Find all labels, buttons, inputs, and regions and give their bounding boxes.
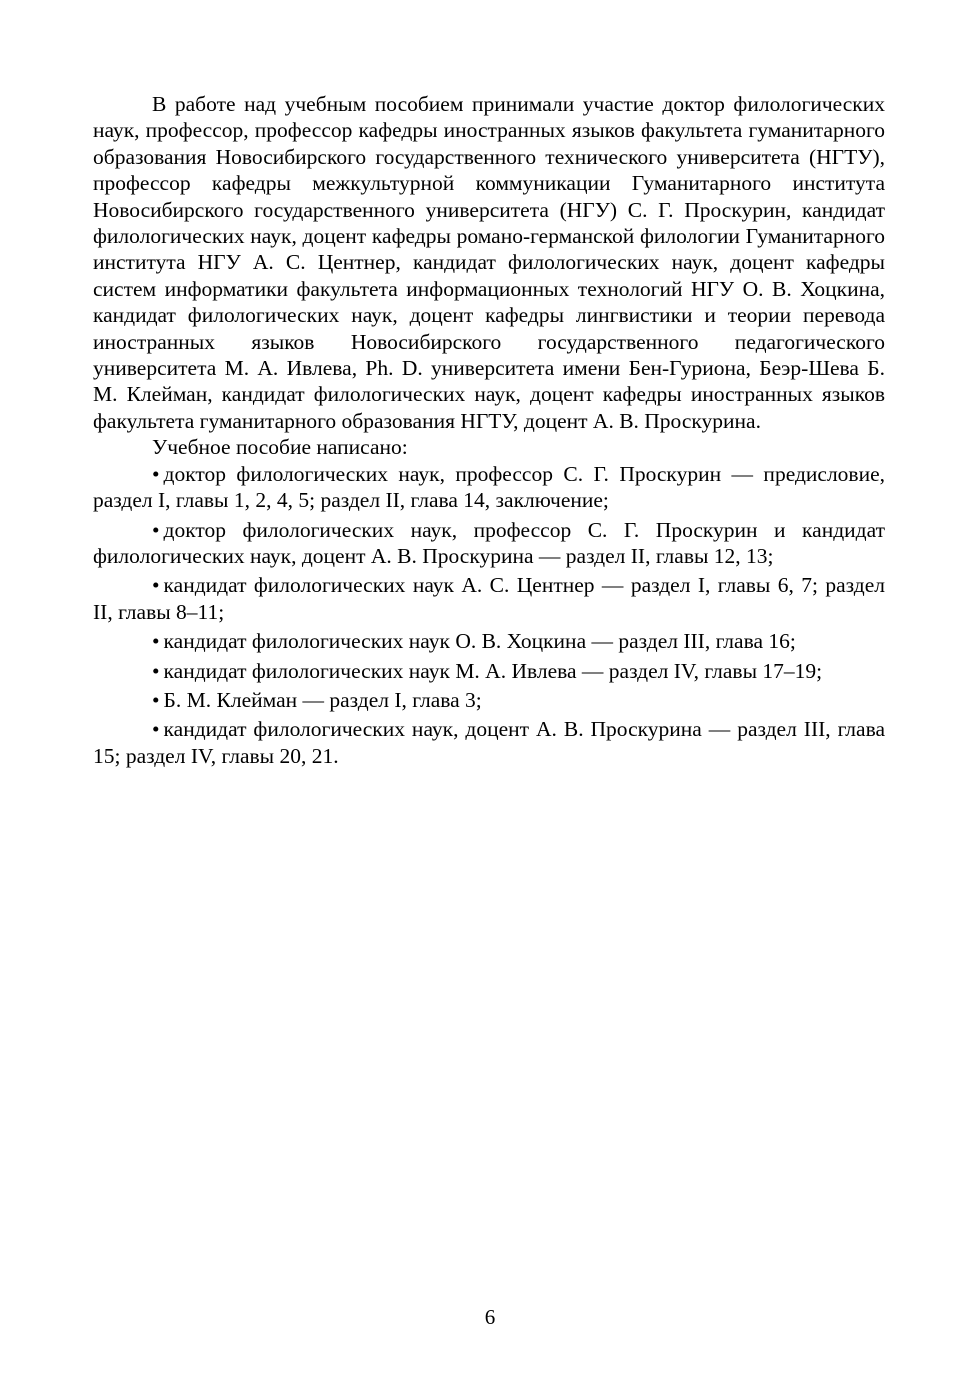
contribution-item [93, 658, 885, 684]
contribution-text: кандидат филологических наук О. В. Хоцкина — раздел III, глава 16; [163, 629, 796, 654]
bullet-icon: • [152, 573, 160, 598]
contribution-text: кандидат филологических наук А. С. Центнер — раздел I, главы 6, 7; раздел II, главы 8–11; [93, 573, 885, 624]
contribution-text: кандидат филологических наук, доцент А. В. Проскурина — раздел III, глава 15; раздел IV, главы 20, 21. [93, 717, 885, 768]
contribution-item [93, 461, 885, 514]
contribution-item [93, 687, 885, 713]
bullet-icon: • [152, 517, 160, 542]
contribution-item [93, 716, 885, 769]
contribution-text: доктор филологических наук, профессор С. Г. Проскурин и кандидат филологических наук, доцент А. В. Проскурина — раздел II, главы 12, 13; [93, 517, 885, 568]
bullet-icon: • [152, 687, 160, 712]
page-number: 6 [484, 1305, 496, 1329]
bullet-icon: • [152, 658, 160, 683]
contributions-list [93, 461, 885, 769]
contribution-item [93, 628, 885, 654]
contribution-text: Б. М. Клейман — раздел I, глава 3; [163, 687, 482, 712]
authors-lead: Учебное пособие написано: [152, 435, 408, 460]
bullet-icon: • [152, 461, 160, 486]
contribution-item [93, 517, 885, 570]
contribution-text: кандидат филологических наук М. А. Ивлева — раздел IV, главы 17–19; [163, 658, 823, 683]
bullet-icon: • [152, 629, 160, 654]
contribution-item [93, 572, 885, 625]
intro-paragraph: В работе над учебным пособием принимали участие доктор филологических наук, профессор, профессор кафедры иностранных языков факультета гуманитарного образования Новосибирского государственного технического университета (НГТУ), профессор кафедры межкультурной коммуникации Гуманитарного института Новосибирского государственного университета (НГУ) С. Г. Проскурин, кандидат филологических наук, доцент кафедры романо-германской филологии Гуманитарного института НГУ А. С. Центнер, кандидат филологических наук, доцент кафедры систем информатики факультета информационных технологий НГУ О. В. Хоцкина, кандидат филологических наук, доцент кафедры лингвистики и теории перевода иностранных языков Новосибирского государственного педагогического университета М. А. Ивлева, Ph. D. университета имени Бен-Гуриона, Беэр-Шева Б. М. Клейман, кандидат филологических наук, доцент кафедры иностранных языков факультета гуманитарного образования НГТУ, доцент А. В. Проскурина. [93, 92, 885, 433]
bullet-icon: • [152, 717, 160, 742]
contribution-text: доктор филологических наук, профессор С. Г. Проскурин — предисловие, раздел I, главы 1, 2, 4, 5; раздел II, глава 14, заключение; [93, 461, 885, 513]
document-body [93, 91, 885, 772]
